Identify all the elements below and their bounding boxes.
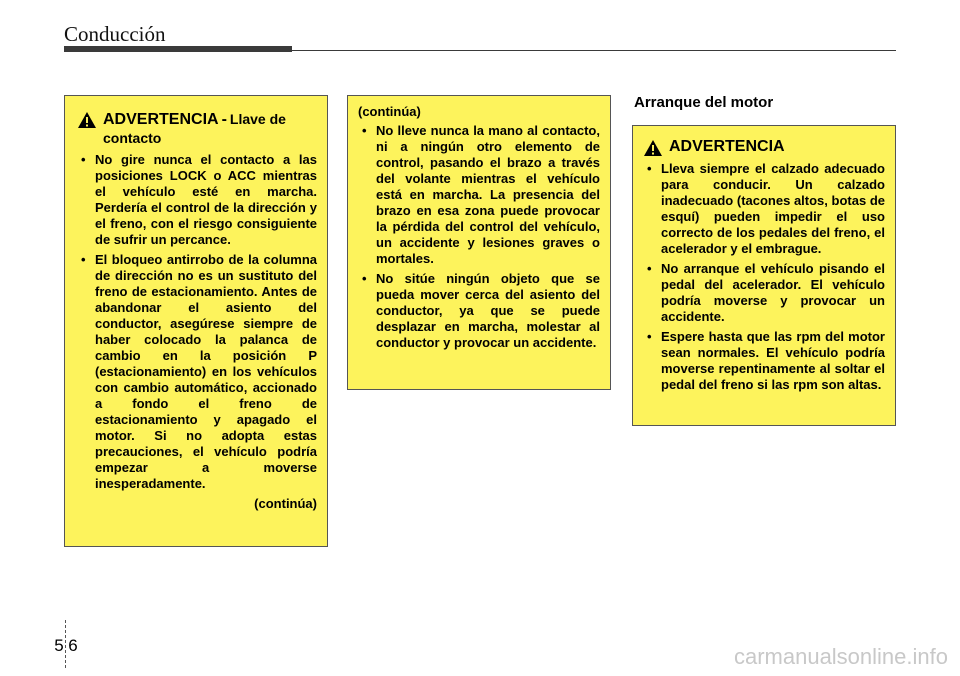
warning-header bbox=[77, 110, 317, 148]
list-item: • No arranque el vehículo pisando el pedal del acelerador. El vehículo podría moverse y provocar un accidente. bbox=[643, 261, 885, 325]
warning-header bbox=[643, 138, 885, 157]
warning-title bbox=[103, 110, 317, 148]
warning-subtitle: Llave de contacto bbox=[103, 111, 286, 146]
warning-box-continued bbox=[347, 95, 611, 390]
watermark: carmanualsonline.info bbox=[733, 644, 948, 669]
chapter-title: Conducción bbox=[64, 22, 166, 46]
list-item: • No lleve nunca la mano al contacto, ni a ningún otro elemento de control, pasando el brazo a través del volante mientras el vehículo está en marcha. La presencia del brazo en esa zona puede provocar la pérdida del control del vehículo, un accidente y lesiones graves o mortales. bbox=[358, 123, 600, 267]
list-item: • No gire nunca el contacto a las posiciones LOCK o ACC mientras el vehículo esté en marcha. Perdería el control de la dirección y el freno, con el riesgo consiguiente de sufrir un percance. bbox=[77, 152, 317, 248]
warning-triangle-icon bbox=[77, 111, 97, 129]
chapter-number: 5 bbox=[54, 636, 64, 655]
warning-triangle-icon bbox=[643, 139, 663, 157]
page-number bbox=[52, 636, 80, 656]
list-item: • El bloqueo antirrobo de la columna de dirección no es un sustituto del freno de estacionamiento. Antes de abandonar el asiento del conductor, asegúrese siempre de haber colocado la palanca de cambio en la posición P (estacionamiento) en los vehículos con cambio automático, accionado a fondo el freno de estacionamiento y apagado el motor. Si no adopta estas precauciones, el vehículo podría empezar a moverse inesperadamente. bbox=[77, 252, 317, 492]
header-accent-bar bbox=[64, 46, 292, 52]
section-heading: Arranque del motor bbox=[634, 94, 774, 111]
page-index: 6 bbox=[68, 636, 78, 655]
warning-list bbox=[77, 152, 317, 492]
warning-box-ignition bbox=[64, 95, 328, 547]
continues-note: (continúa) bbox=[254, 496, 317, 511]
warning-title-dash: - bbox=[221, 111, 227, 128]
warning-box-engine-start bbox=[632, 125, 896, 426]
page-number-divider bbox=[65, 620, 66, 668]
warning-title: ADVERTENCIA bbox=[669, 138, 785, 155]
warning-list bbox=[358, 123, 600, 351]
warning-title-text: ADVERTENCIA bbox=[103, 111, 219, 128]
warning-list bbox=[643, 161, 885, 393]
list-item: • No sitúe ningún objeto que se pueda mover cerca del asiento del conductor, ya que se puede desplazar en marcha, molestar al conductor y provocar un accidente. bbox=[358, 271, 600, 351]
continued-note: (continúa) bbox=[358, 104, 421, 119]
header-rule bbox=[64, 50, 896, 51]
list-item: • Espere hasta que las rpm del motor sean normales. El vehículo podría moverse repentinamente al soltar el pedal del freno si las rpm son altas. bbox=[643, 329, 885, 393]
list-item: • Lleva siempre el calzado adecuado para conducir. Un calzado inadecuado (tacones altos, botas de esquí) pueden impedir el uso correcto de los pedales del freno, el acelerador y el embrague. bbox=[643, 161, 885, 257]
